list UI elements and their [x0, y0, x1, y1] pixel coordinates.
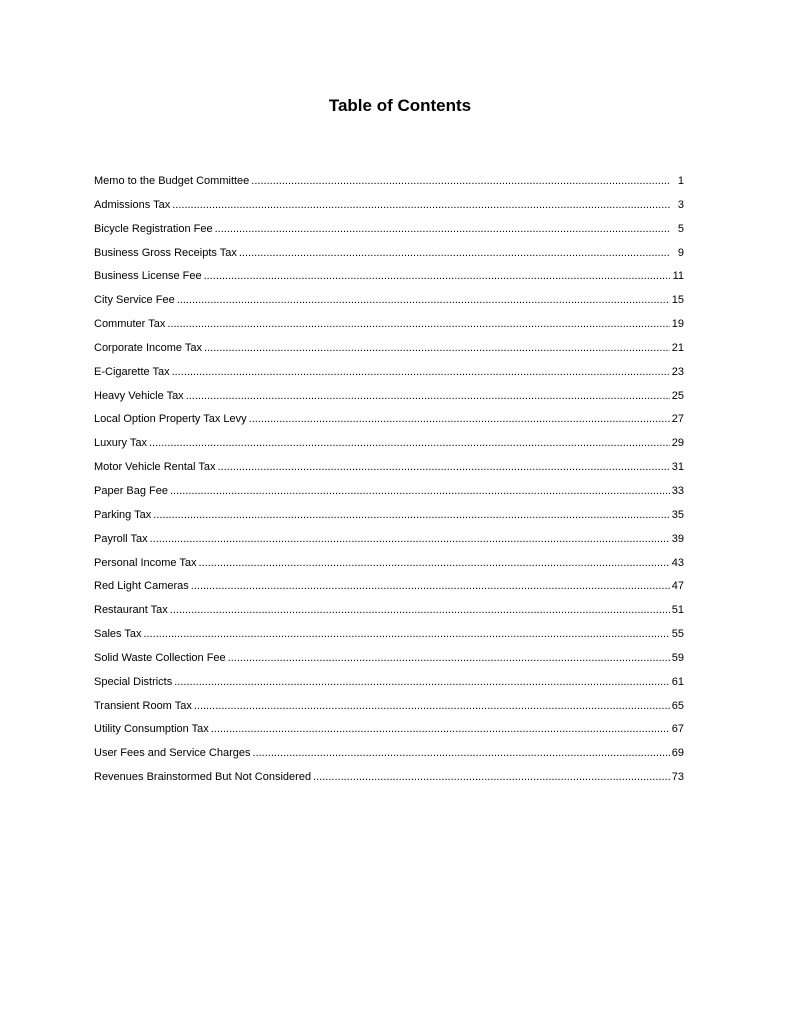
toc-entry-page: 9: [677, 246, 684, 259]
toc-entry-page: 1: [677, 175, 684, 187]
toc-entry: [94, 672, 684, 696]
toc-entry-label: City Service Fee: [94, 294, 175, 307]
toc-entry: [94, 171, 684, 195]
toc-entry-label: Red Light Cameras: [94, 580, 189, 593]
dot-leader: [204, 338, 670, 358]
toc-entry: [94, 481, 684, 505]
dot-leader: [172, 195, 670, 215]
toc-entry-label: Sales Tax: [94, 628, 142, 641]
toc-entry-page: 29: [671, 437, 684, 450]
dot-leader: [153, 505, 669, 525]
toc-entry: [94, 600, 684, 624]
page-title: Table of Contents: [328, 96, 472, 115]
dot-leader: [215, 219, 670, 239]
toc-entry-page: 21: [671, 341, 684, 354]
toc-entry: [94, 624, 684, 648]
dot-leader: [228, 648, 670, 668]
toc-entry: [94, 576, 684, 600]
toc-entry-label: Motor Vehicle Rental Tax: [94, 461, 216, 474]
dot-leader: [191, 576, 670, 596]
toc-entry: [94, 409, 684, 433]
toc-entry: [94, 219, 684, 243]
toc-entry-page: 3: [677, 198, 684, 211]
dot-leader: [167, 314, 669, 334]
dot-leader: [251, 171, 670, 191]
toc-entry: [94, 743, 684, 767]
toc-entry: [94, 457, 684, 481]
toc-entry-page: 25: [671, 389, 684, 402]
toc-entry-page: 47: [671, 580, 684, 593]
toc-entry-label: E-Cigarette Tax: [94, 365, 170, 378]
toc-entry: [94, 195, 684, 219]
toc-entry: [94, 314, 684, 338]
toc-entry: [94, 767, 684, 791]
dot-leader: [170, 600, 670, 620]
toc-entry: [94, 290, 684, 314]
toc-entry-page: 35: [671, 508, 684, 521]
toc-entry-page: 15: [671, 294, 684, 307]
toc-entry-label: Payroll Tax: [94, 532, 148, 545]
toc-entry-label: Corporate Income Tax: [94, 341, 203, 354]
dot-leader: [150, 529, 670, 549]
toc-entry-label: Utility Consumption Tax: [94, 723, 209, 736]
dot-leader: [172, 362, 670, 382]
dot-leader: [239, 243, 670, 263]
toc-entry: [94, 338, 684, 362]
dot-leader: [199, 553, 670, 573]
toc-entry-label: Local Option Property Tax Levy: [94, 413, 247, 426]
dot-leader: [204, 266, 670, 286]
toc-entry-label: Admissions Tax: [94, 198, 171, 211]
toc-entry-label: Commuter Tax: [94, 318, 166, 331]
dot-leader: [177, 290, 670, 310]
toc-entry: [94, 553, 684, 577]
toc-entry-label: User Fees and Service Charges: [94, 747, 251, 760]
toc-entry-label: Special Districts: [94, 675, 173, 688]
toc-entry: [94, 696, 684, 720]
toc-entry: [94, 362, 684, 386]
toc-entry-label: Paper Bag Fee: [94, 484, 168, 497]
toc-entry: [94, 433, 684, 457]
toc-entry: [94, 243, 684, 267]
toc-entry-label: Heavy Vehicle Tax: [94, 389, 184, 402]
toc-entry-page: 51: [671, 604, 684, 617]
dot-leader: [144, 624, 670, 644]
toc-entry-page: 69: [671, 747, 684, 760]
toc-entry-page: 55: [671, 628, 684, 641]
dot-leader: [170, 481, 670, 501]
toc-entry-page: 5: [677, 222, 684, 235]
toc-entry-label: Memo to the Budget Committee: [94, 175, 250, 187]
toc-entry-label: Solid Waste Collection Fee: [94, 651, 226, 664]
toc-entry-page: 11: [672, 270, 684, 283]
toc-entry-label: Personal Income Tax: [94, 556, 197, 569]
toc-entry-page: 39: [671, 532, 684, 545]
toc-entry-page: 67: [671, 723, 684, 736]
toc-entry-label: Business License Fee: [94, 270, 202, 283]
toc-entry-label: Revenues Brainstormed But Not Considered: [94, 771, 312, 784]
dot-leader: [149, 433, 670, 453]
toc-entry: [94, 648, 684, 672]
dot-leader: [174, 672, 670, 692]
toc-entry-label: Luxury Tax: [94, 437, 147, 450]
toc-entry-page: 65: [671, 699, 684, 712]
toc-entry-page: 31: [671, 461, 684, 474]
toc-entry-label: Parking Tax: [94, 508, 152, 521]
toc-entry-page: 61: [671, 675, 684, 688]
toc-entry: [94, 719, 684, 743]
toc-entry-page: 27: [671, 413, 684, 426]
toc-entry-page: 73: [671, 771, 684, 784]
toc-list: [94, 171, 684, 791]
toc-entry: [94, 386, 684, 410]
toc-entry: [94, 505, 684, 529]
toc-entry-page: 19: [671, 318, 684, 331]
toc-entry-label: Transient Room Tax: [94, 699, 192, 712]
toc-entry-page: 43: [671, 556, 684, 569]
toc-entry-page: 59: [671, 651, 684, 664]
dot-leader: [253, 743, 670, 763]
dot-leader: [194, 696, 670, 716]
dot-leader: [249, 409, 670, 429]
toc-entry-page: 33: [671, 484, 684, 497]
toc-entry-label: Bicycle Registration Fee: [94, 222, 213, 235]
dot-leader: [186, 386, 670, 406]
dot-leader: [211, 719, 670, 739]
toc-entry: [94, 529, 684, 553]
toc-entry: [94, 266, 684, 290]
toc-entry-label: Business Gross Receipts Tax: [94, 246, 237, 259]
toc-entry-page: 23: [671, 365, 684, 378]
toc-entry-label: Restaurant Tax: [94, 604, 168, 617]
dot-leader: [313, 767, 670, 787]
dot-leader: [217, 457, 669, 477]
